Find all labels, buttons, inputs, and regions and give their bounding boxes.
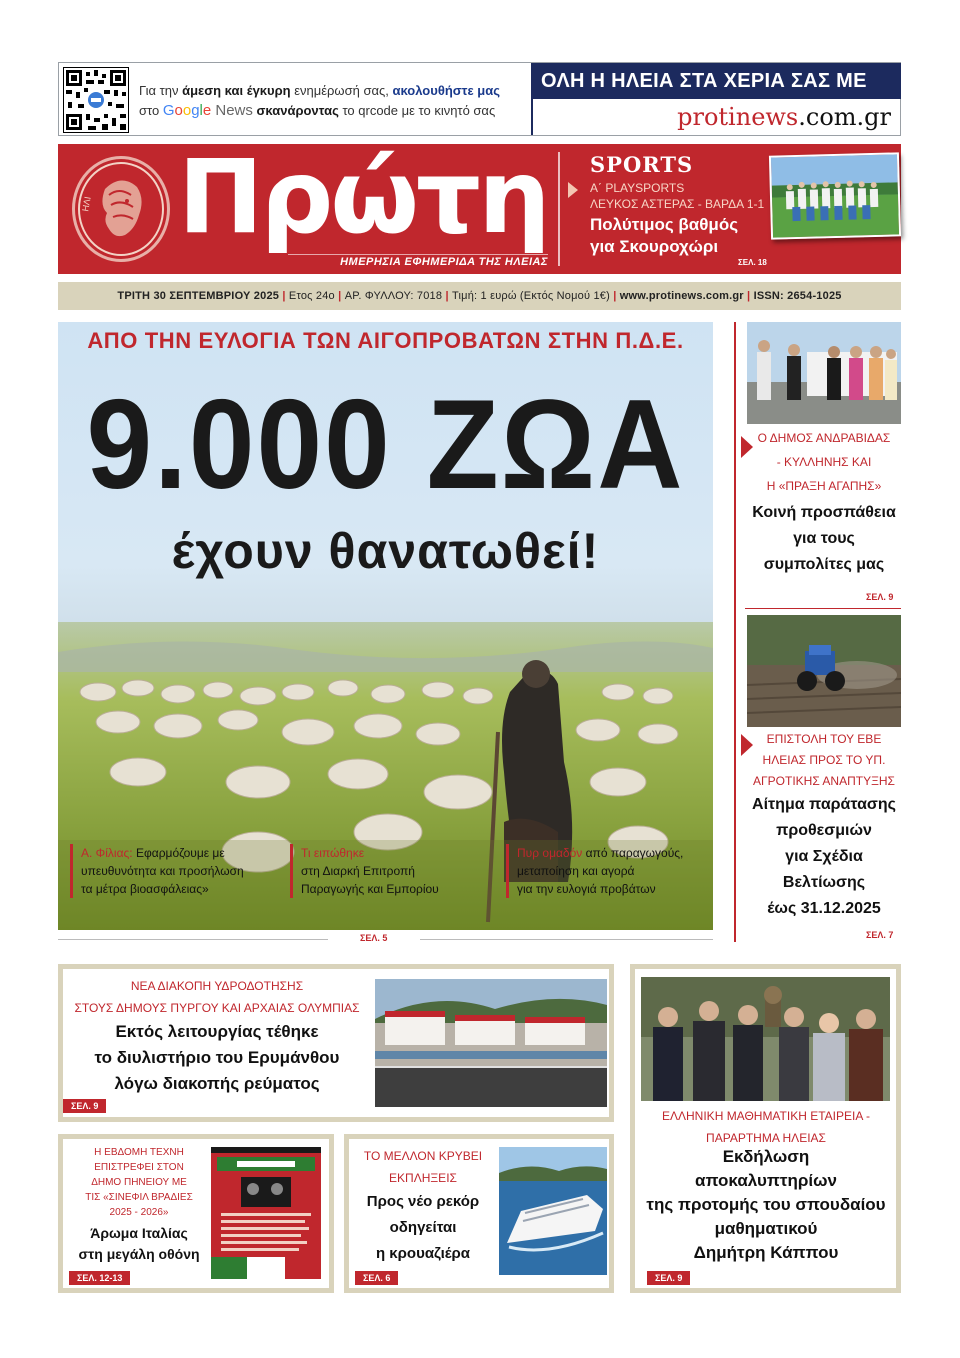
football-team-photo[interactable] xyxy=(769,152,901,239)
tractor-photo[interactable] xyxy=(747,615,901,727)
cinema-nights-story[interactable] xyxy=(58,1134,334,1293)
banner-cta-title: ΟΛΗ Η ΗΛΕΙΑ ΣΤΑ ΧΕΡΙΑ ΣΑΣ ΜΕ ΕΝΑ ΚΛΙΚ xyxy=(531,63,901,99)
issue-date: ΤΡΙΤΗ 30 ΣΕΠΤΕΜΒΡΙΟΥ 2025 xyxy=(117,290,280,302)
google-news-logo: Google News xyxy=(162,102,253,119)
bust-unveiling-photo xyxy=(641,977,890,1101)
water-page-ref: ΣΕΛ. 9 xyxy=(63,1099,106,1113)
google-news-banner[interactable] xyxy=(58,62,901,136)
banner-text xyxy=(139,81,519,121)
masthead-divider xyxy=(558,152,560,266)
main-subheadline[interactable]: έχουν θανατωθεί! xyxy=(171,523,600,579)
sub-story-producers[interactable]: Πυρ ομαδόν από παραγωγούς, μεταποίηση και αγορά για την ευλογιά προβάτων xyxy=(506,844,706,898)
issue-info-bar: ΤΡΙΤΗ 30 ΣΕΠΤΕΜΒΡΙΟΥ 2025 | Ετος 24ο | ΑΡ. ΦΥΛΛΟΥ: 7018 | Τιμή: 1 ευρώ (Εκτός Νομού 1€) | www.protinews.com.gr | ISSN: 2654-1025 xyxy=(58,282,901,310)
cinema-poster-image xyxy=(211,1147,321,1279)
cinema-kicker: Η ΕΒΔΟΜΗ ΤΕΧΝΗ ΕΠΙΣΤΡΕΦΕΙ ΣΤΟΝ ΔΗΜΟ ΠΗΝΕΙΟΥ ΜΕ ΤΙΣ «ΣΙΝΕΦΙΛ ΒΡΑΔΙΕΣ 2025 - 2026» xyxy=(85,1147,193,1218)
water-headline[interactable]: Εκτός λειτουργίας τέθηκε το διυλιστήριο του Ερυμάνθου λόγω διακοπής ρεύματος xyxy=(94,1022,340,1093)
banner-line-1: Για την άμεση και έγκυρη ενημέρωσή σας, ακολουθήστε μας xyxy=(139,83,500,98)
math-headline[interactable]: Εκδήλωση αποκαλυπτηρίων της προτομής του σπουδαίου μαθηματικού Δημήτρη Κάππου xyxy=(646,1147,886,1262)
math-kicker: ΕΛΛΗΝΙΚΗ ΜΑΘΗΜΑΤΙΚΗ ΕΤΑΙΡΕΙΑ - ΠΑΡΑΡΤΗΜΑ ΗΛΕΙΑΣ xyxy=(661,1109,871,1145)
sub-story-committee[interactable]: Τι ειπώθηκε στη Διαρκή Επιτροπή Παραγωγής και Εμπορίου xyxy=(290,844,480,898)
math-page-ref: ΣΕΛ. 9 xyxy=(647,1271,690,1285)
issn-number: ISSN: 2654-1025 xyxy=(753,290,842,302)
cruise-kicker: ΤΟ ΜΕΛΛΟΝ ΚΡΥΒΕΙ ΕΚΠΛΗΞΕΙΣ xyxy=(363,1149,483,1185)
cruise-page-ref: ΣΕΛ. 6 xyxy=(355,1271,398,1285)
side1-headline[interactable]: Κοινή προσπάθεια για τους συμπολίτες μας xyxy=(752,504,896,573)
side2-kicker: ΕΠΙΣΤΟΛΗ ΤΟΥ ΕΒΕ ΗΛΕΙΑΣ ΠΡΟΣ ΤΟ ΥΠ. ΑΓΡΟΤΙΚΗΣ ΑΝΑΠΤΥΞΗΣ xyxy=(753,732,895,788)
main-page-ref: ΣΕΛ. 5 xyxy=(360,933,388,943)
play-arrow-icon xyxy=(568,182,578,198)
banner-url-link[interactable]: protinews.com.gr xyxy=(531,99,901,135)
issue-year: Ετος 24ο xyxy=(288,290,335,302)
website-link[interactable]: www.protinews.com.gr xyxy=(619,290,744,302)
side2-headline[interactable]: Αίτημα παράτασης προθεσμιών για Σχέδια Βελτίωσης έως 31.12.2025 xyxy=(752,796,896,917)
water-outage-story[interactable] xyxy=(58,964,614,1122)
newspaper-logo-title[interactable]: Πρώτη xyxy=(178,138,548,257)
math-society-story[interactable] xyxy=(630,964,901,1293)
divider xyxy=(58,939,328,940)
main-kicker: ΑΠΟ ΤΗΝ ΕΥΛΟΓΙΑ ΤΩΝ ΑΙΓΟΠΡΟΒΑΤΩΝ ΣΤΗΝ Π.Δ.Ε. xyxy=(87,328,684,353)
issue-price: Τιμή: 1 ευρώ (Εκτός Νομού 1€) xyxy=(452,290,610,302)
cruise-headline[interactable]: Προς νέο ρεκόρ οδηγείται η κρουαζιέρα xyxy=(366,1193,480,1262)
sub-story-filias[interactable]: Α. Φίλιας: Εφαρμόζουμε με υπευθυνότητα και προσήλωση τα μέτρα βιοασφάλειας» xyxy=(70,844,280,898)
cinema-page-ref: ΣΕΛ. 12-13 xyxy=(69,1271,130,1285)
water-plant-photo xyxy=(375,979,607,1107)
ancient-coin-logo-icon: ΗΛΙ xyxy=(72,156,170,262)
banner-cta[interactable] xyxy=(511,63,901,135)
charity-group-photo[interactable] xyxy=(747,322,901,424)
cruise-record-story[interactable] xyxy=(344,1134,614,1293)
divider xyxy=(420,939,713,940)
qr-code-icon[interactable] xyxy=(63,67,129,133)
main-headline[interactable]: 9.000 ΖΩΑ xyxy=(86,373,685,517)
newspaper-subtitle: ΗΜΕΡΗΣΙΑ ΕΦΗΜΕΡΙΔΑ ΤΗΣ ΗΛΕΙΑΣ xyxy=(288,254,548,268)
sports-kicker: Α΄ PLAYSPORTS ΛΕΥΚΟΣ ΑΣΤΕΡΑΣ - ΒΑΡΔΑ 1-1 xyxy=(590,181,765,211)
main-story[interactable] xyxy=(58,322,713,930)
side1-page-ref: ΣΕΛ. 9 xyxy=(866,592,894,602)
side2-page-ref: ΣΕΛ. 7 xyxy=(866,930,894,940)
sports-page-ref: ΣΕΛ. 18 xyxy=(738,258,767,267)
issue-number: ΑΡ. ΦΥΛΛΟΥ: 7018 xyxy=(344,290,443,302)
side1-kicker: Ο ΔΗΜΟΣ ΑΝΔΡΑΒΙΔΑΣ - ΚΥΛΛΗΝΗΣ ΚΑΙ Η «ΠΡΑΞΗ ΑΓΑΠΗΣ» xyxy=(757,431,891,493)
banner-line-2: στο Google News σκανάροντας το qrcode με το κινητό σας xyxy=(139,102,496,119)
masthead xyxy=(58,138,901,274)
water-kicker: ΝΕΑ ΔΙΑΚΟΠΗ ΥΔΡΟΔΟΤΗΣΗΣ ΣΤΟΥΣ ΔΗΜΟΥΣ ΠΥΡΓΟΥ ΚΑΙ ΑΡΧΑΙΑΣ ΟΛΥΜΠΙΑΣ xyxy=(74,979,360,1015)
sports-headline[interactable]: Πολύτιμος βαθμός για Σκουροχώρι xyxy=(590,215,739,256)
sports-section-label[interactable]: SPORTS xyxy=(590,152,694,177)
cinema-headline[interactable]: Άρωμα Ιταλίας στη μεγάλη οθόνη xyxy=(78,1225,200,1262)
column-divider xyxy=(734,322,736,942)
divider xyxy=(745,608,901,609)
cruise-ship-photo xyxy=(499,1147,607,1275)
